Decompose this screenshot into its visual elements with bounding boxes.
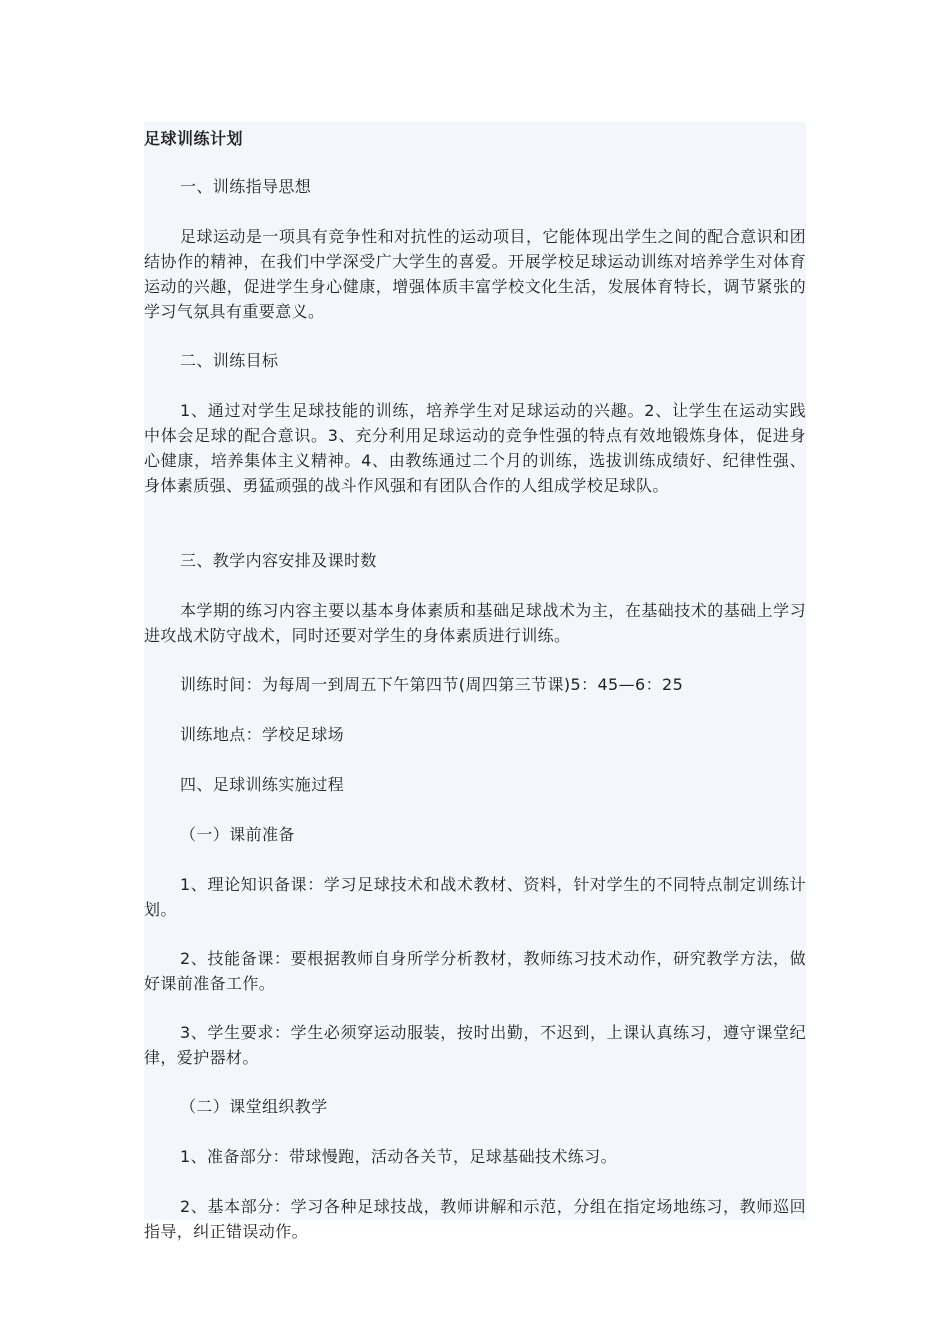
subheading-pre-class: （一）课前准备 bbox=[180, 825, 295, 844]
item-theory-preparation: 1、理论知识备课：学习足球技术和战术教材、资料，针对学生的不同特点制定训练计划。 bbox=[144, 875, 806, 919]
heading-guiding-ideology: 一、训练指导思想 bbox=[180, 177, 312, 196]
item-basic-part: 2、基本部分：学习各种足球技战，教师讲解和示范，分组在指定场地练习，教师巡回指导，纠正错误动作。 bbox=[144, 1197, 806, 1241]
document-body bbox=[144, 122, 806, 1241]
training-time: 训练时间：为每周一到周五下午第四节(周四第三节课)5：45—6：25 bbox=[180, 675, 684, 694]
heading-teaching-content: 三、教学内容安排及课时数 bbox=[180, 551, 377, 570]
heading-implementation: 四、足球训练实施过程 bbox=[180, 775, 345, 794]
training-location: 训练地点：学校足球场 bbox=[180, 725, 345, 744]
item-skill-preparation: 2、技能备课：要根据教师自身所学分析教材，教师练习技术动作，研究教学方法，做好课前准备工作。 bbox=[144, 949, 806, 993]
document-title: 足球训练计划 bbox=[144, 129, 244, 148]
paragraph-teaching-content: 本学期的练习内容主要以基本身体素质和基础足球战术为主，在基础技术的基础上学习进攻战术防守战术，同时还要对学生的身体素质进行训练。 bbox=[144, 601, 806, 645]
paragraph-training-goals: 1、通过对学生足球技能的训练，培养学生对足球运动的兴趣。2、让学生在运动实践中体会足球的配合意识。3、充分利用足球运动的竞争性强的特点有效地锻炼身体，促进身心健康，培养集体主义精神。4、由教练通过二个月的训练，选拔训练成绩好、纪律性强、身体素质强、勇猛顽强的战斗作风强和有团队合作的人组成学校足球队。 bbox=[144, 401, 806, 495]
subheading-classroom: （二）课堂组织教学 bbox=[180, 1097, 328, 1116]
item-warmup: 1、准备部分：带球慢跑，活动各关节，足球基础技术练习。 bbox=[180, 1147, 617, 1166]
item-student-requirements: 3、学生要求：学生必须穿运动服装，按时出勤，不迟到，上课认真练习，遵守课堂纪律，爱护器材。 bbox=[144, 1023, 806, 1067]
paragraph-guiding-ideology: 足球运动是一项具有竞争性和对抗性的运动项目，它能体现出学生之间的配合意识和团结协作的精神，在我们中学深受广大学生的喜爱。开展学校足球运动训练对培养学生对体育运动的兴趣，促进学生身心健康，增强体质丰富学校文化生活，发展体育特长，调节紧张的学习气氛具有重要意义。 bbox=[144, 227, 806, 321]
heading-training-goals: 二、训练目标 bbox=[180, 351, 279, 370]
